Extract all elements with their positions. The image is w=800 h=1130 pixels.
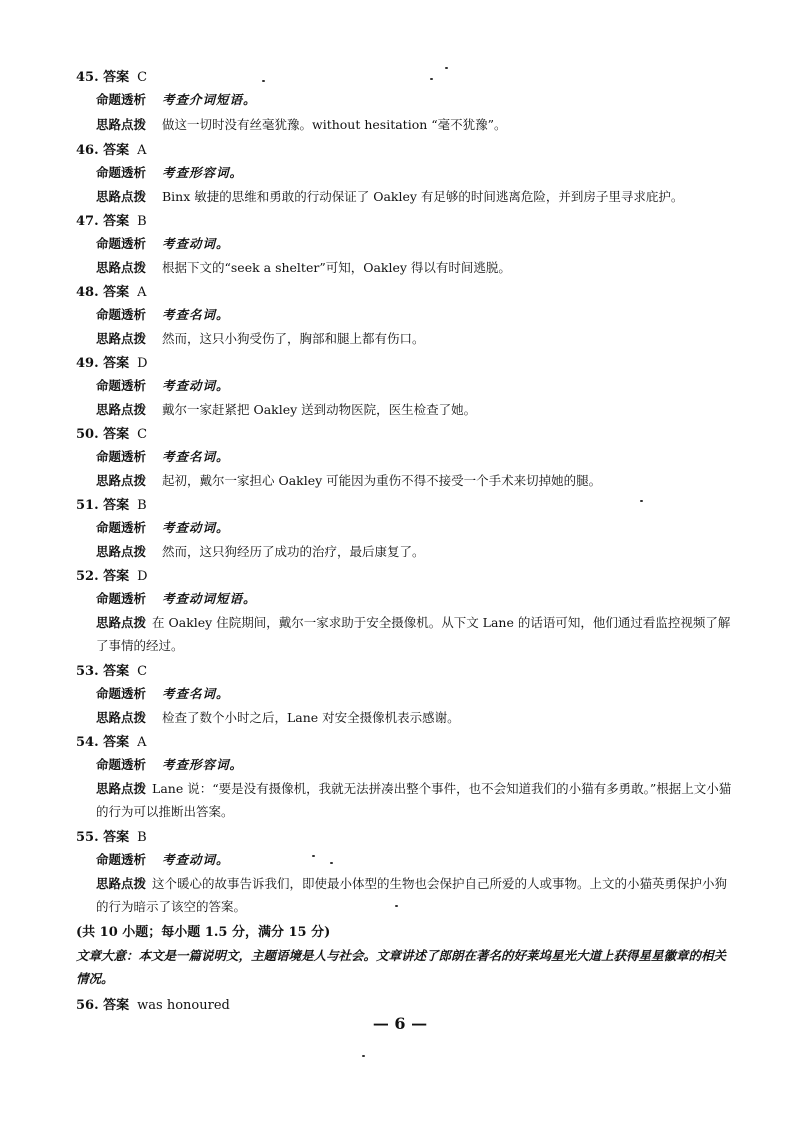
- scan-speck: [445, 67, 448, 69]
- scan-speck: [395, 905, 398, 907]
- hint-row-55: 思路点拨 这个暖心的故事告诉我们，即使最小体型的生物也会保护自己所爱的人或事物。上文的小猫英勇保护小狗的行为暗示了该空的答案。: [96, 876, 728, 914]
- hint-row-48: 思路点拨 然而，这只小狗受伤了，胸部和腿上都有伤口。: [96, 331, 425, 346]
- hint-row-52: 思路点拨 在 Oakley 住院期间，戴尔一家求助于安全摄像机。从下文 Lane 的话语可知，他们通过看监控视频了解了事情的经过。: [96, 615, 731, 653]
- hint-row-45: 思路点拨 做这一切时没有丝毫犹豫。without hesitation “毫不犹豫”。: [96, 117, 507, 132]
- answer-heading-55: 55. 答案 B: [76, 830, 147, 845]
- answer-heading-51: 51. 答案 B: [76, 498, 147, 513]
- answer-heading-53: 53. 答案 C: [76, 664, 148, 679]
- analysis-row-51: 命题透析 考查动词。: [96, 520, 230, 535]
- answer-heading-47: 47. 答案 B: [76, 214, 147, 229]
- analysis-row-53: 命题透析 考查名词。: [96, 686, 230, 701]
- scan-speck: [330, 862, 333, 864]
- answer-heading-54: 54. 答案 A: [76, 735, 147, 750]
- answer-heading-52: 52. 答案 D: [76, 569, 148, 584]
- hint-row-54: 思路点拨 Lane 说：“要是没有摄像机，我就无法拼凑出整个事件，也不会知道我们的小猫有多勇敢。”根据上文小猫的行为可以推断出答案。: [96, 781, 732, 819]
- analysis-row-49: 命题透析 考查动词。: [96, 378, 230, 393]
- hint-row-51: 思路点拨 然而，这只狗经历了成功的治疗，最后康复了。: [96, 544, 425, 559]
- analysis-row-48: 命题透析 考查名词。: [96, 307, 230, 322]
- scan-speck: [640, 500, 643, 502]
- answer-heading-49: 49. 答案 D: [76, 356, 148, 371]
- section-heading: (共 10 小题；每小题 1.5 分，满分 15 分): [76, 925, 331, 940]
- answer-heading-48: 48. 答案 A: [76, 285, 147, 300]
- article-summary: 文章大意：本文是一篇说明文，主题语境是人与社会。文章讲述了郎朗在著名的好莱坞星光大道上获得星星徽章的相关情况。: [76, 948, 727, 986]
- analysis-row-45: 命题透析 考查介词短语。: [96, 92, 257, 107]
- hint-row-49: 思路点拨 戴尔一家赶紧把 Oakley 送到动物医院，医生检查了她。: [96, 402, 477, 417]
- answer-heading-45: 45. 答案 C: [76, 70, 148, 85]
- answer-heading-50: 50. 答案 C: [76, 427, 148, 442]
- hint-row-50: 思路点拨 起初，戴尔一家担心 Oakley 可能因为重伤不得不接受一个手术来切掉她的腿。: [96, 473, 602, 488]
- analysis-row-54: 命题透析 考查形容词。: [96, 757, 244, 772]
- scan-speck: [430, 78, 433, 80]
- hint-row-46: 思路点拨 Binx 敏捷的思维和勇敢的行动保证了 Oakley 有足够的时间逃离危险，并到房子里寻求庇护。: [96, 189, 684, 204]
- hint-row-47: 思路点拨 根据下文的“seek a shelter”可知，Oakley 得以有时间逃脱。: [96, 260, 511, 275]
- answer-heading-56: 56. 答案 was honoured: [76, 998, 230, 1013]
- analysis-row-46: 命题透析 考查形容词。: [96, 165, 244, 180]
- analysis-row-50: 命题透析 考查名词。: [96, 449, 230, 464]
- hint-row-53: 思路点拨 检查了数个小时之后，Lane 对安全摄像机表示感谢。: [96, 710, 460, 725]
- analysis-row-47: 命题透析 考查动词。: [96, 236, 230, 251]
- analysis-row-55: 命题透析 考查动词。: [96, 852, 230, 867]
- scan-speck: [262, 80, 265, 82]
- analysis-row-52: 命题透析 考查动词短语。: [96, 591, 257, 606]
- page-number: — 6 —: [372, 1014, 428, 1033]
- scan-speck: [312, 855, 315, 857]
- answer-heading-46: 46. 答案 A: [76, 143, 147, 158]
- scan-speck: [362, 1055, 365, 1057]
